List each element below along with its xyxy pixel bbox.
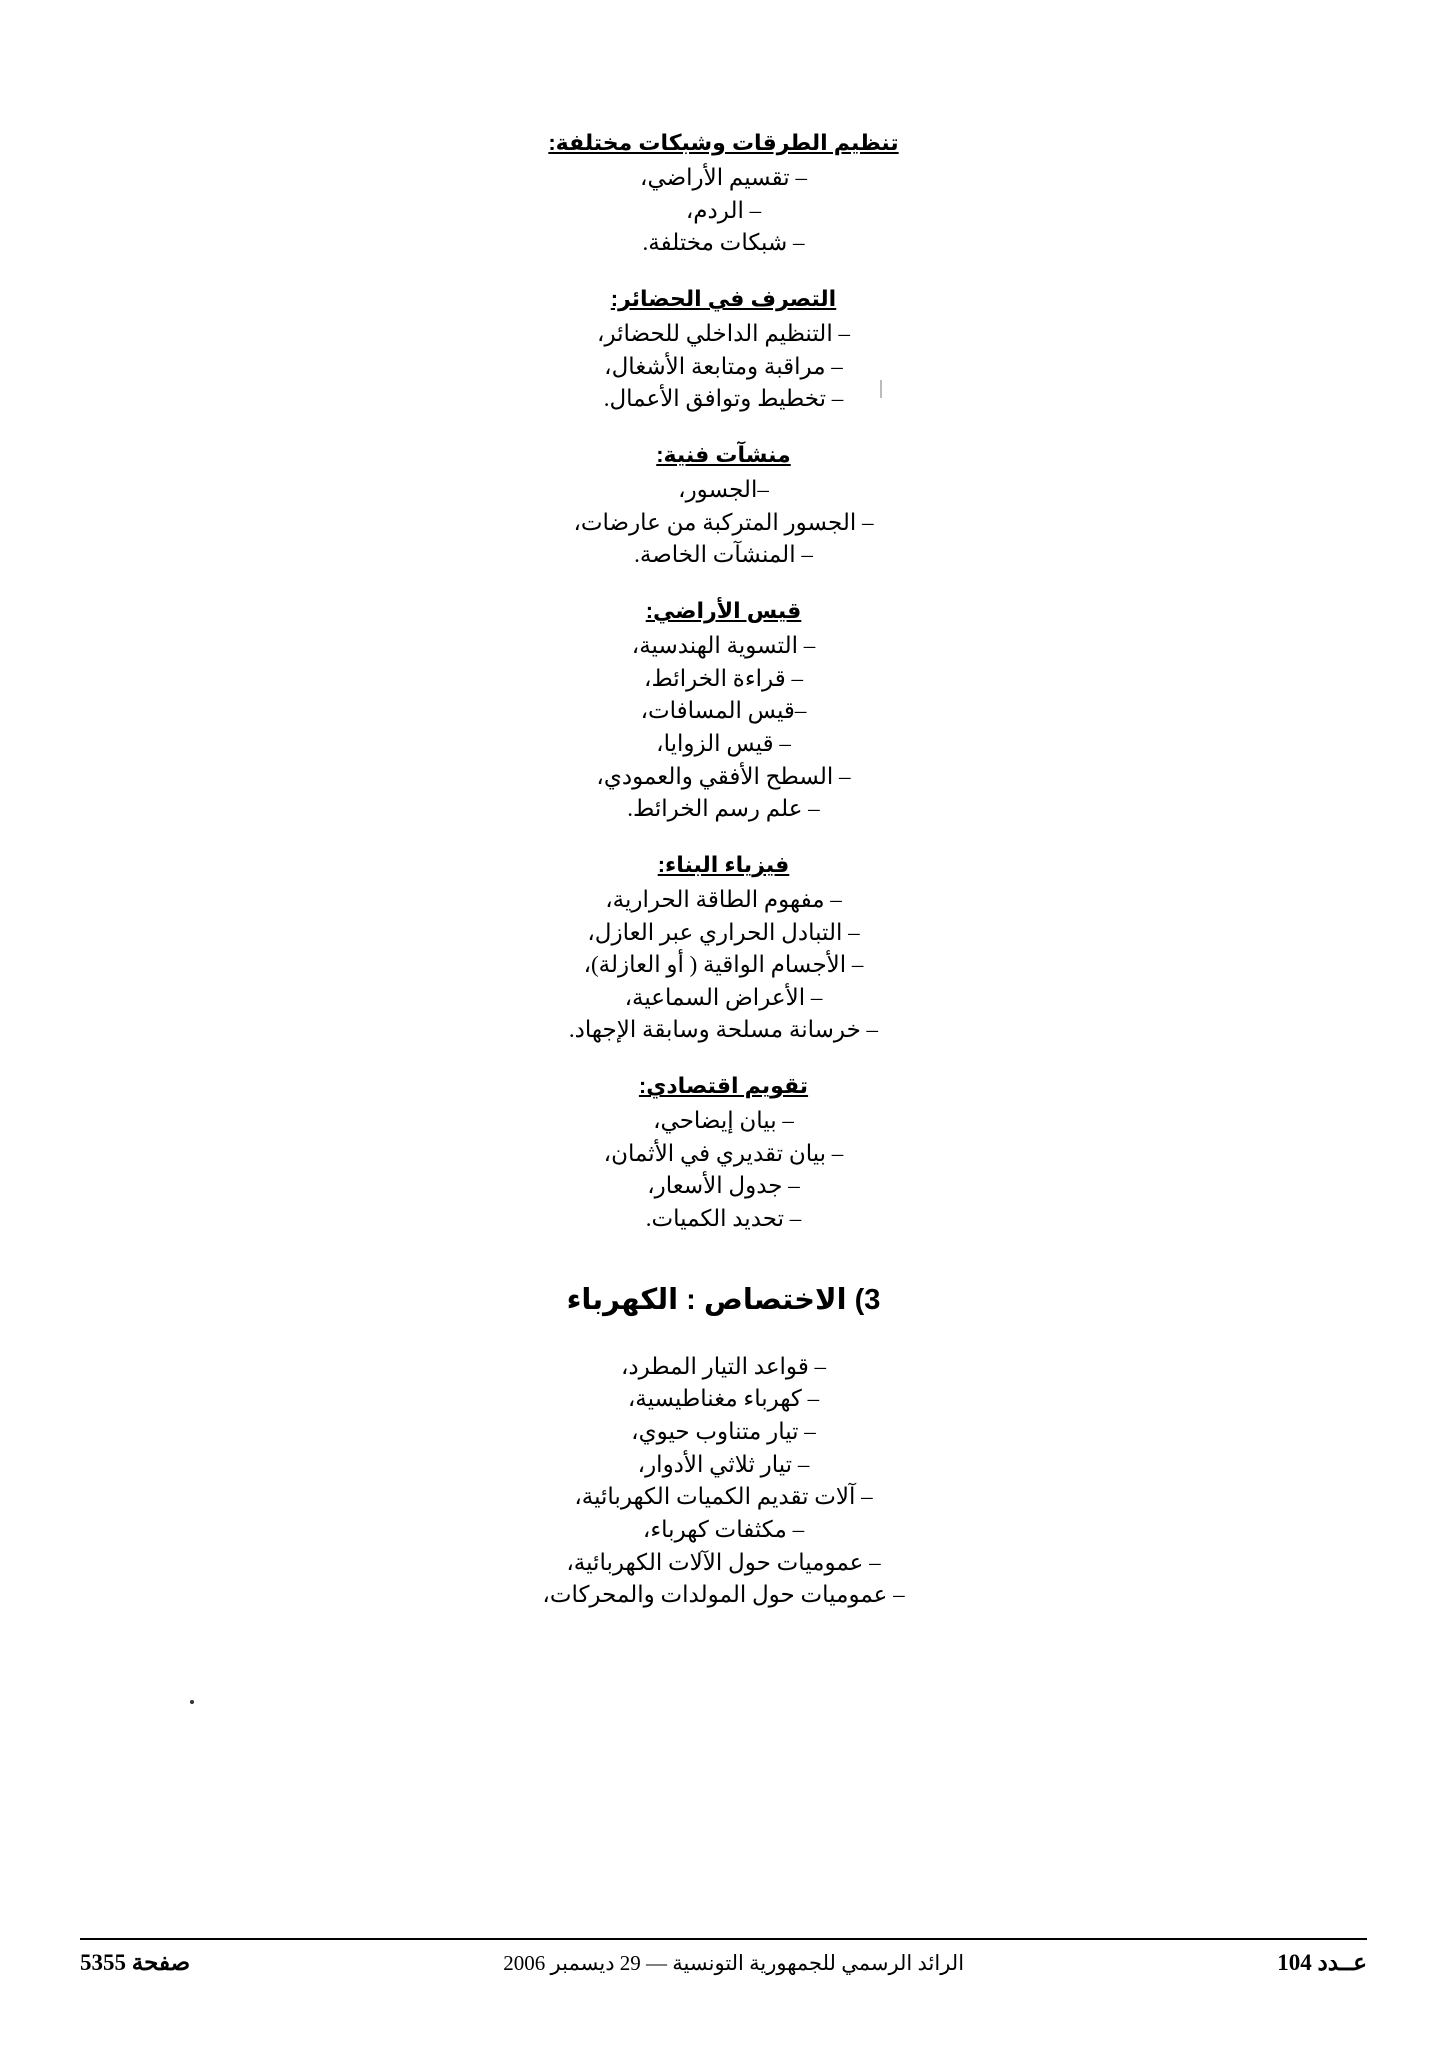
list-item: – شبكات مختلفة. bbox=[642, 230, 805, 256]
page-footer bbox=[80, 1938, 1367, 1976]
list-item: – تحديد الكميات. bbox=[645, 1206, 802, 1232]
list-item: – الأعراض السماعية، bbox=[624, 984, 823, 1010]
list-item: – تيار متناوب حيوي، bbox=[631, 1419, 816, 1445]
list-item: – خرسانة مسلحة وسابقة الإجهاد. bbox=[568, 1017, 879, 1043]
list-item: – التسوية الهندسية، bbox=[631, 632, 816, 658]
list-item: – علم رسم الخرائط. bbox=[627, 796, 820, 822]
list-item: –قيس المسافات، bbox=[640, 698, 807, 724]
page-heading: 3) الاختصاص : الكهرباء bbox=[566, 1283, 881, 1316]
list-item: – تقسيم الأراضي، bbox=[640, 165, 807, 190]
list-item: – بيان تقديري في الأثمان، bbox=[603, 1140, 844, 1166]
section-title: تقويم اقتصادي: bbox=[638, 1073, 809, 1099]
list-item: – مكثفات كهرباء، bbox=[642, 1517, 805, 1543]
footer-journal-title: الرائد الرسمي للجمهورية التونسية — 29 ديسمبر 2006 bbox=[503, 1950, 965, 1975]
stray-dot bbox=[190, 1700, 194, 1704]
section-block bbox=[120, 852, 1327, 1047]
list-item: – تيار ثلاثي الأدوار، bbox=[637, 1451, 810, 1477]
section-block bbox=[120, 442, 1327, 572]
list-item: – مفهوم الطاقة الحرارية، bbox=[605, 886, 842, 912]
list-item: – عموميات حول المولدات والمحركات، bbox=[542, 1582, 905, 1608]
list-item: – قيس الزوايا، bbox=[656, 730, 791, 756]
list-item: – الردم، bbox=[685, 197, 762, 223]
list-item: – تخطيط وتوافق الأعمال. bbox=[603, 386, 844, 412]
list-item: – مراقبة ومتابعة الأشغال، bbox=[604, 353, 843, 379]
section-title: قيس الأراضي: bbox=[645, 597, 802, 623]
list-item: – آلات تقديم الكميات الكهربائية، bbox=[574, 1484, 873, 1510]
list-item: – كهرباء مغناطيسية، bbox=[627, 1386, 820, 1412]
heading-list bbox=[120, 1351, 1327, 1612]
list-item: – بيان إيضاحي، bbox=[653, 1108, 794, 1134]
footer-row bbox=[80, 1950, 1367, 1976]
list-item: – قراءة الخرائط، bbox=[644, 665, 803, 691]
section-title: تنظيم الطرقات وشبكات مختلفة: bbox=[548, 130, 899, 155]
section-block bbox=[120, 598, 1327, 826]
list-item: – المنشآت الخاصة. bbox=[634, 542, 813, 568]
section-title: منشآت فنية: bbox=[656, 441, 791, 467]
list-item: – عموميات حول الآلات الكهربائية، bbox=[566, 1549, 881, 1575]
list-item: – جدول الأسعار، bbox=[647, 1173, 800, 1199]
document-body bbox=[120, 130, 1327, 1638]
footer-divider bbox=[80, 1938, 1367, 1940]
list-item: –الجسور، bbox=[678, 476, 769, 502]
section-block bbox=[120, 130, 1327, 260]
section-title: فيزياء البناء: bbox=[657, 851, 790, 877]
section-title: التصرف في الحضائر: bbox=[610, 285, 837, 311]
section-block bbox=[120, 286, 1327, 416]
list-item: – الجسور المتركبة من عارضات، bbox=[573, 509, 874, 535]
footer-issue-number: عــدد 104 bbox=[1277, 1950, 1367, 1975]
footer-page-number: صفحة 5355 bbox=[80, 1950, 191, 1975]
list-item: – قواعد التيار المطرد، bbox=[620, 1353, 827, 1379]
list-item: – التنظيم الداخلي للحضائر، bbox=[597, 320, 850, 346]
section-block bbox=[120, 1073, 1327, 1236]
list-item: – السطح الأفقي والعمودي، bbox=[596, 763, 851, 789]
list-item: – التبادل الحراري عبر العازل، bbox=[587, 919, 860, 945]
list-item: – الأجسام الواقية ( أو العازلة)، bbox=[583, 952, 864, 978]
